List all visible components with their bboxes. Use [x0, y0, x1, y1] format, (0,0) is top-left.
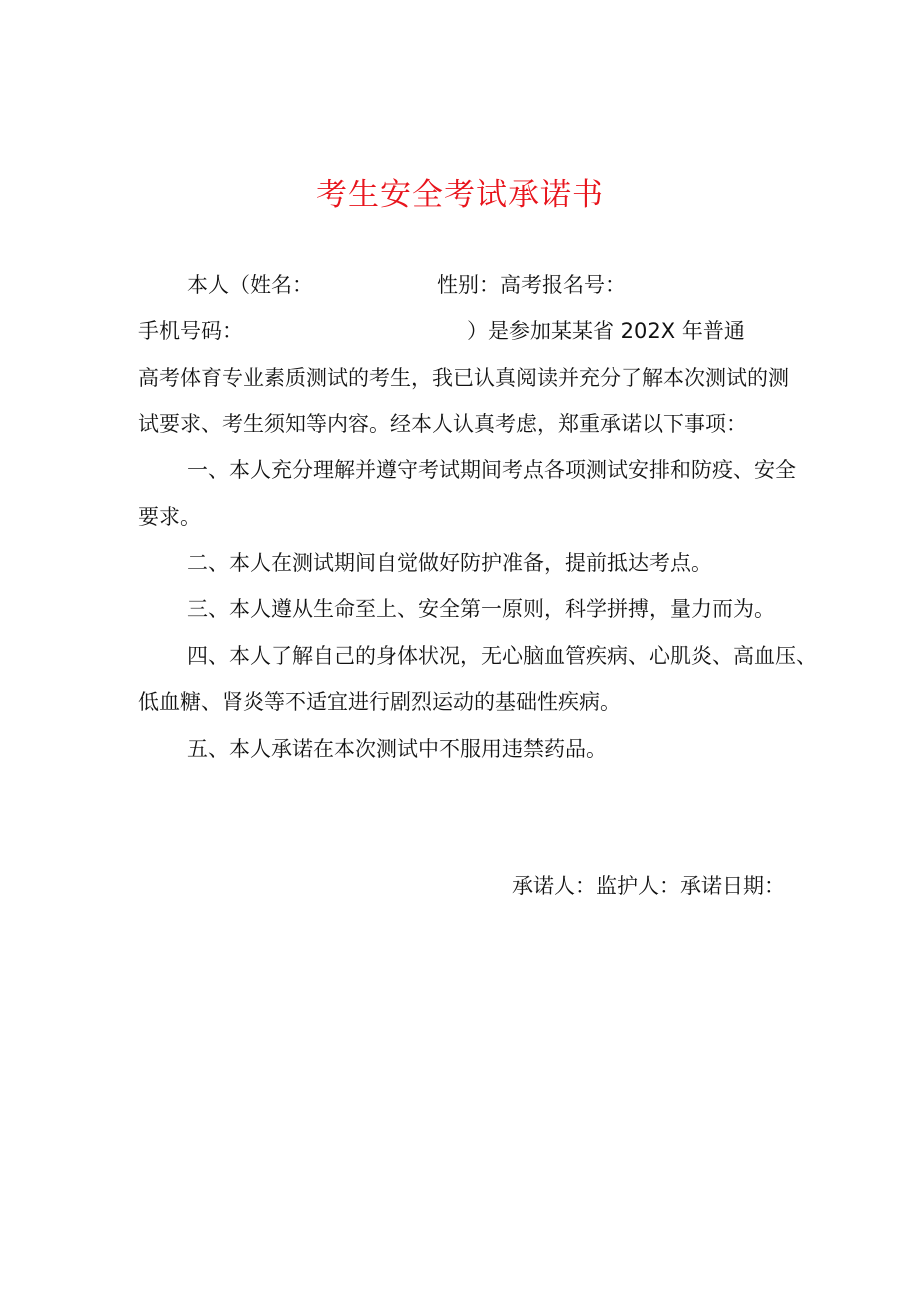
intro-line-2	[138, 316, 878, 346]
exam-number-label: 高考报名号：	[500, 273, 626, 297]
document-title: 考生安全考试承诺书	[316, 177, 604, 213]
guardian-label: 监护人：	[596, 874, 680, 898]
gender-label: 性别：	[437, 273, 500, 297]
item-1-line-2: 要求。	[138, 505, 201, 529]
item-3: 三、本人遵从生命至上、安全第一原则，科学拼搏，量力而为。	[187, 597, 775, 621]
item-5: 五、本人承诺在本次测试中不服用违禁药品。	[187, 737, 607, 761]
promisor-label: 承诺人：	[512, 874, 596, 898]
item-4-line-2: 低血糖、肾炎等不适宜进行剧烈运动的基础性疾病。	[138, 690, 621, 714]
date-label: 承诺日期：	[680, 874, 785, 898]
item-4-line-1: 四、本人了解自己的身体状况，无心脑血管疾病、心肌炎、高血压、	[187, 644, 817, 668]
intro-line-1	[187, 270, 920, 300]
signature-line	[512, 871, 785, 901]
intro-line-3: 高考体育专业素质测试的考生，我已认真阅读并充分了解本次测试的测	[138, 366, 789, 390]
phone-tail-text: ）是参加某某省 202X 年普通	[467, 319, 745, 343]
item-2: 二、本人在测试期间自觉做好防护准备，提前抵达考点。	[187, 551, 712, 575]
phone-label: 手机号码：	[138, 319, 243, 343]
name-label: 本人（姓名：	[187, 273, 313, 297]
item-1-line-1: 一、本人充分理解并遵守考试期间考点各项测试安排和防疫、安全	[187, 458, 796, 482]
intro-line-4: 试要求、考生须知等内容。经本人认真考虑，郑重承诺以下事项：	[138, 412, 747, 436]
